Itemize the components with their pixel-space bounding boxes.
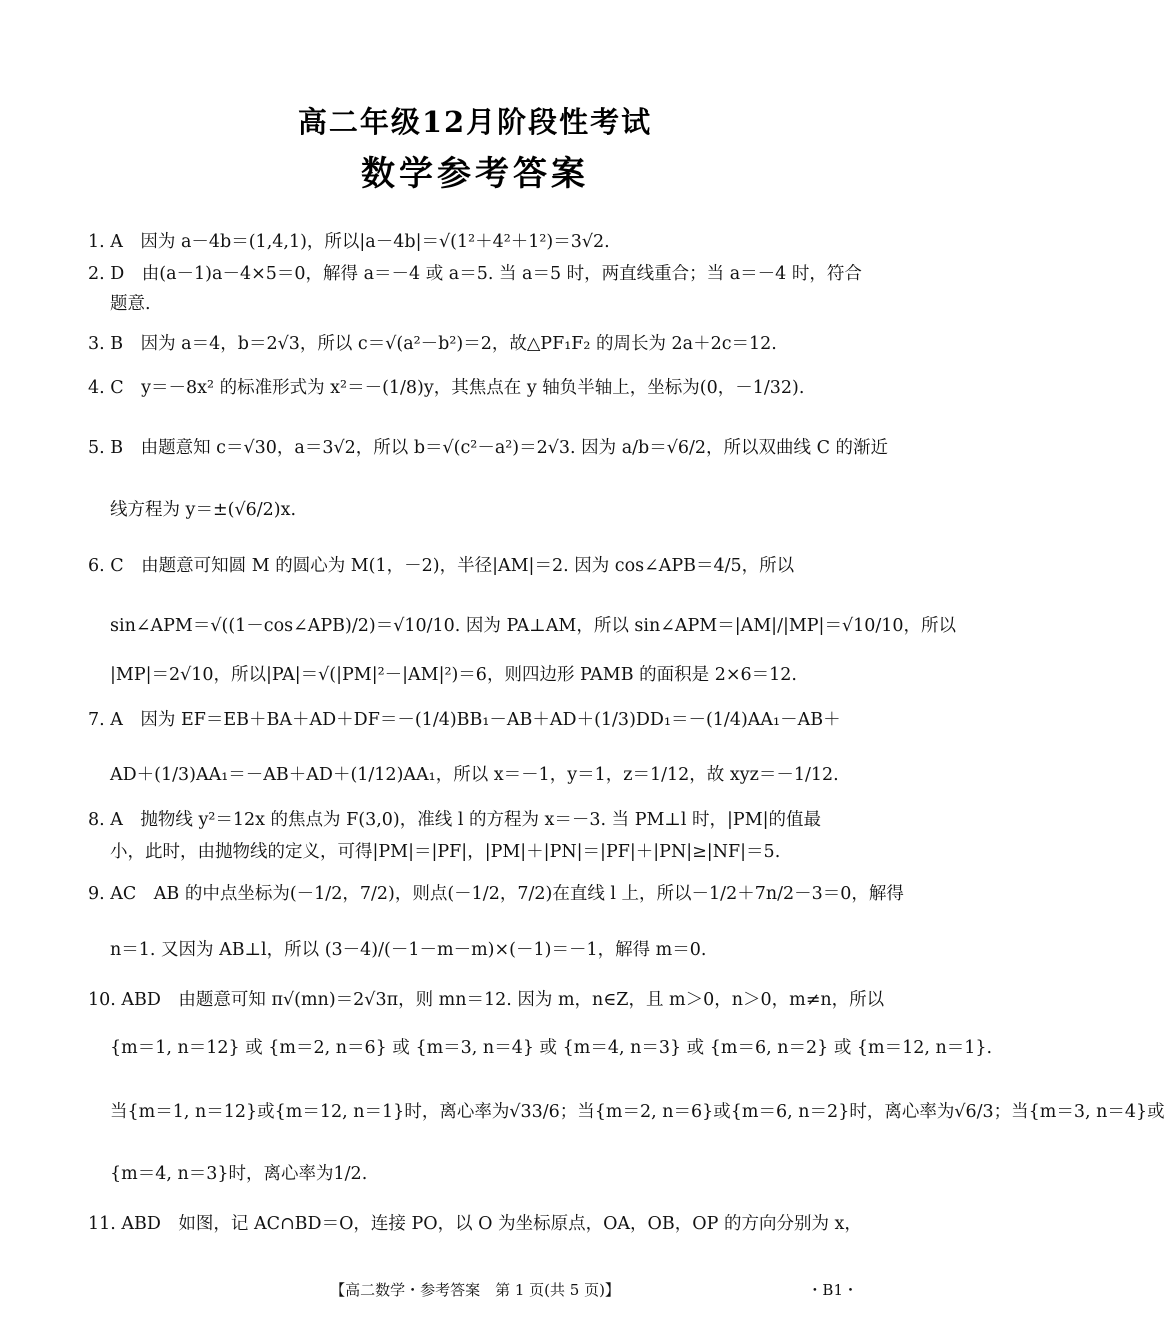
answer-5-cont: 线方程为 y＝±(√6/2)x. — [110, 500, 297, 520]
answer-10-ecc-cont: {m＝4, n＝3}时，离心率为1/2. — [110, 1164, 368, 1184]
answer-6-cont-2: |MP|＝2√10，所以|PA|＝√(|PM|²－|AM|²)＝6，则四边形 PAMB 的面积是 2×6＝12. — [110, 665, 797, 685]
answer-7-cont: AD＋(1/3)AA₁＝－AB＋AD＋(1/12)AA₁，所以 x＝－1，y＝1，z＝1/12，故 xyz＝－1/12. — [110, 765, 839, 785]
answer-6-cont-1: sin∠APM＝√((1－cos∠APB)/2)＝√10/10. 因为 PA⊥AM，所以 sin∠APM＝|AM|/|MP|＝√10/10，所以 — [110, 616, 957, 636]
page-title: 高二年级12月阶段性考试 — [297, 105, 653, 139]
answer-2-cont: 题意. — [110, 294, 151, 314]
answer-8-cont: 小，此时，由抛物线的定义，可得|PM|＝|PF|，|PM|＋|PN|＝|PF|＋|PN|≥|NF|＝5. — [110, 842, 781, 862]
page-subtitle: 数学参考答案 — [361, 154, 589, 194]
answer-10-cases: {m＝1, n＝12} 或 {m＝2, n＝6} 或 {m＝3, n＝4} 或 {m＝4, n＝3} 或 {m＝6, n＝2} 或 {m＝12, n＝1}. — [110, 1038, 993, 1058]
footer-page-info: 【高二数学・参考答案 第 1 页(共 5 页)】 — [330, 1281, 620, 1299]
answer-7: 7. A 因为 EF＝EB＋BA＋AD＋DF＝－(1/4)BB₁－AB＋AD＋(1/3)DD₁＝－(1/4)AA₁－AB＋ — [88, 710, 841, 730]
answer-5: 5. B 由题意知 c＝√30，a＝3√2，所以 b＝√(c²－a²)＝2√3. 因为 a/b＝√6/2，所以双曲线 C 的渐近 — [88, 438, 889, 458]
answer-11: 11. ABD 如图，记 AC∩BD＝O，连接 PO，以 O 为坐标原点，OA，OB，OP 的方向分别为 x， — [88, 1214, 862, 1234]
answer-9-cont: n＝1. 又因为 AB⊥l，所以 (3－4)/(－1－m－m)×(－1)＝－1，解得 m＝0. — [110, 940, 707, 960]
answer-10: 10. ABD 由题意可知 π√(mn)＝2√3π，则 mn＝12. 因为 m，n∈Z，且 m＞0，n＞0，m≠n，所以 — [88, 990, 885, 1010]
answer-4: 4. C y＝－8x² 的标准形式为 x²＝－(1/8)y，其焦点在 y 轴负半轴上，坐标为(0，－1/32). — [88, 378, 805, 398]
answer-10-ecc: 当{m＝1, n＝12}或{m＝12, n＝1}时，离心率为√33/6；当{m＝2, n＝6}或{m＝6, n＝2}时，离心率为√6/3；当{m＝3, n＝4}或 — [110, 1102, 1165, 1122]
answer-3: 3. B 因为 a＝4，b＝2√3，所以 c＝√(a²－b²)＝2，故△PF₁F₂ 的周长为 2a＋2c＝12. — [88, 334, 777, 354]
answer-8: 8. A 抛物线 y²＝12x 的焦点为 F(3,0)，准线 l 的方程为 x＝－3. 当 PM⊥l 时，|PM|的值最 — [88, 810, 822, 830]
footer-code: ・B1・ — [807, 1281, 858, 1299]
answer-2: 2. D 由(a－1)a－4×5＝0，解得 a＝－4 或 a＝5. 当 a＝5 时，两直线重合；当 a＝－4 时，符合 — [88, 264, 862, 284]
answer-9: 9. AC AB 的中点坐标为(－1/2，7/2)，则点(－1/2，7/2)在直线 l 上，所以－1/2＋7n/2－3＝0，解得 — [88, 884, 904, 904]
answer-6: 6. C 由题意可知圆 M 的圆心为 M(1，－2)，半径|AM|＝2. 因为 cos∠APB＝4/5，所以 — [88, 556, 795, 576]
answer-1: 1. A 因为 a－4b＝(1,4,1)，所以|a－4b|＝√(1²＋4²＋1²)＝3√2. — [88, 232, 610, 252]
